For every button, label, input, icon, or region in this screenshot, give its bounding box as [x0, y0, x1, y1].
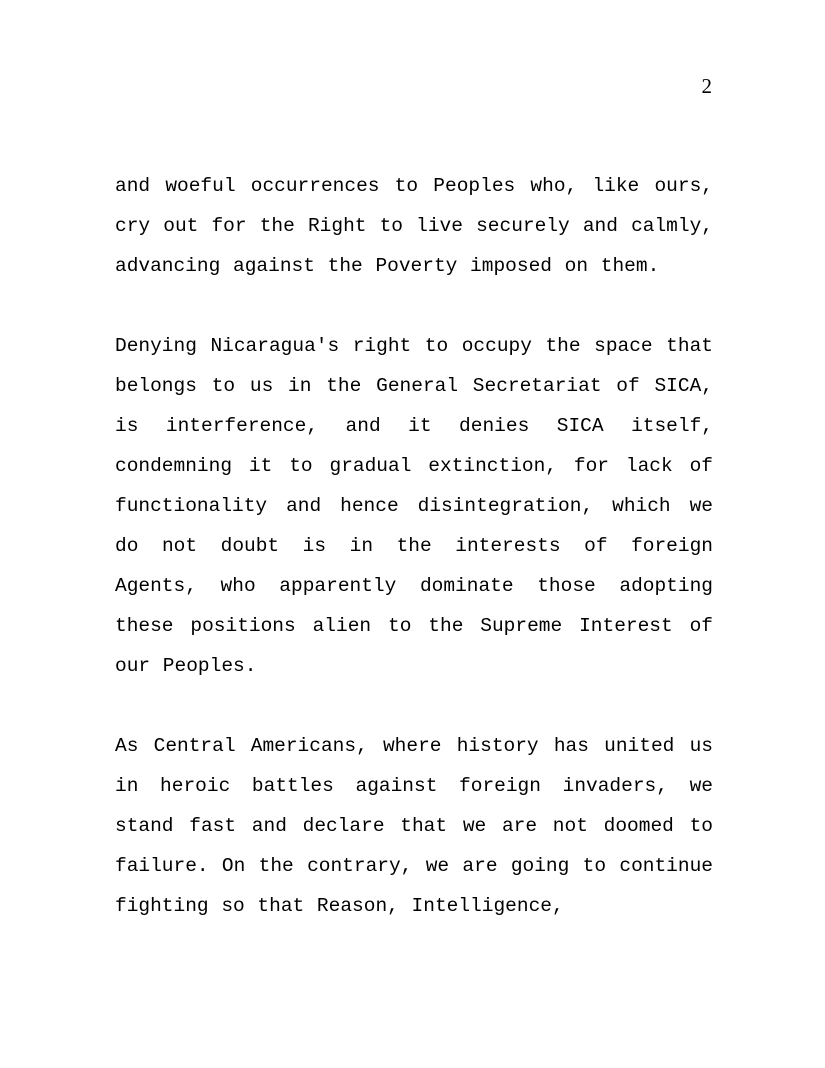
- page-body: [115, 166, 713, 926]
- page-number: 2: [701, 74, 712, 98]
- paragraph-3: As Central Americans, where history has united us in heroic battles against foreign invaders, we stand fast and declare that we are not doomed to failure. On the contrary, we are going to continue fighting so that Reason, Intelligence,: [115, 735, 713, 917]
- paragraph-2: Denying Nicaragua's right to occupy the space that belongs to us in the General Secretariat of SICA, is interference, and it denies SICA itself, condemning it to gradual extinction, for lack of functionality and hence disintegration, which we do not doubt is in the interests of foreign Agents, who apparently dominate those adopting these positions alien to the Supreme Interest of our Peoples.: [115, 335, 713, 677]
- paragraph-1: and woeful occurrences to Peoples who, like ours, cry out for the Right to live securely and calmly, advancing against the Poverty imposed on them.: [115, 175, 713, 277]
